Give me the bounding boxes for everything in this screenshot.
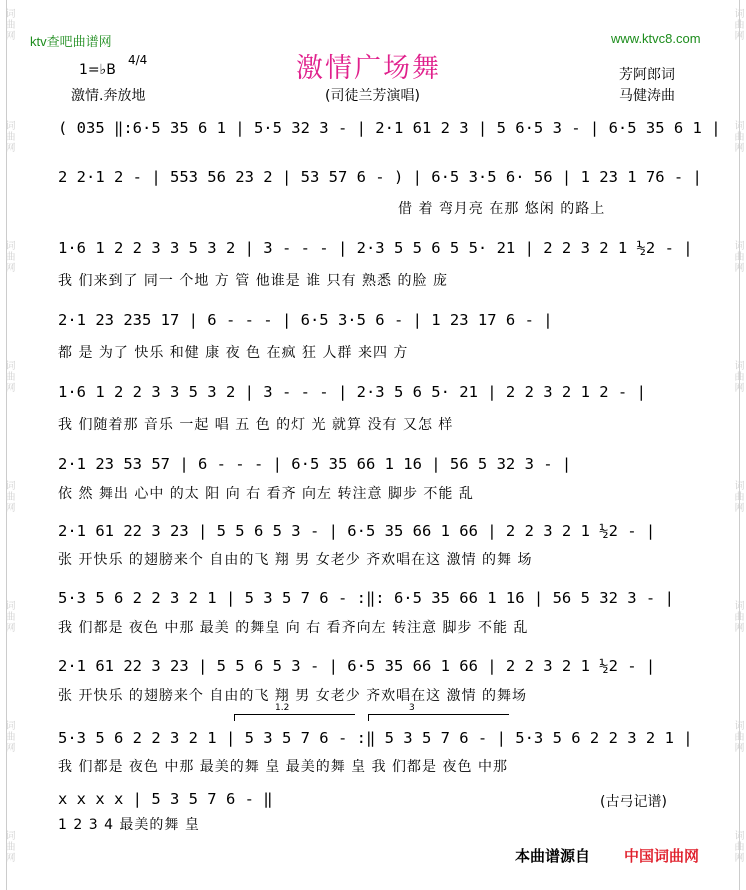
song-title: 激情广场舞 <box>296 53 441 84</box>
score-row-2-notes: 2 2·1 2 - | 553 56 23 2 | 53 57 6 - ) | 6·5 3·5 6· 56 | 1 23 1 76 - | <box>58 168 702 186</box>
composer: 马健涛曲 <box>619 88 675 104</box>
notation-credit: (古弓记谱) <box>600 794 667 810</box>
score-row-3-notes: 1·6 1 2 2 3 3 5 3 2 | 3 - - - | 2·3 5 5 6 5 5· 21 | 2 2 3 2 1 ½2 - | <box>58 239 693 257</box>
watermark-left-2: 词曲网 <box>3 120 14 153</box>
watermark-right-8: 词曲网 <box>732 830 743 863</box>
time-signature-value: 4/4 <box>128 53 148 67</box>
lyricist: 芳阿郎词 <box>619 67 675 83</box>
watermark-left-5: 词曲网 <box>3 480 14 513</box>
score-row-8-notes: 5·3 5 6 2 2 3 2 1 | 5 3 5 7 6 - :‖: 6·5 35 66 1 16 | 56 5 32 3 - | <box>58 589 674 607</box>
watermark-right-2: 词曲网 <box>732 120 743 153</box>
watermark-left-4: 词曲网 <box>3 360 14 393</box>
time-signature <box>128 55 147 66</box>
watermark-right-7: 词曲网 <box>732 720 743 753</box>
footer-source-link[interactable]: 中国词曲网 <box>624 847 700 865</box>
score-row-3-lyrics: 我 们来到了 同一 个地 方 管 他谁是 谁 只有 熟悉 的脸 庞 <box>58 273 448 289</box>
score-row-5-lyrics: 我 们随着那 音乐 一起 唱 五 色 的灯 光 就算 没有 又怎 样 <box>58 417 454 433</box>
volta-first-ending <box>234 703 355 721</box>
score-row-11-lyrics: 1 2 3 4 最美的舞 皇 <box>58 817 200 833</box>
watermark-left-8: 词曲网 <box>3 830 14 863</box>
watermark-right-4: 词曲网 <box>732 360 743 393</box>
score-row-4-notes: 2·1 23 235 17 | 6 - - - | 6·5 3·5 6 - | 1 23 17 6 - | <box>58 311 553 329</box>
score-row-7-lyrics: 张 开快乐 的翅膀来个 自由的飞 翔 男 女老少 齐欢唱在这 激情 的舞 场 <box>58 552 533 568</box>
watermark-right-5: 词曲网 <box>732 480 743 513</box>
volta-second-ending <box>368 703 509 721</box>
watermark-right-1: 词曲网 <box>732 8 743 41</box>
score-row-4-lyrics: 都 是 为了 快乐 和健 康 夜 色 在疯 狂 人群 来四 方 <box>58 345 409 361</box>
score-row-5-notes: 1·6 1 2 2 3 3 5 3 2 | 3 - - - | 2·3 5 6 5· 21 | 2 2 3 2 1 2 - | <box>58 383 646 401</box>
score-row-6-lyrics: 依 然 舞出 心中 的太 阳 向 右 看齐 向左 转注意 脚步 不能 乱 <box>58 486 474 502</box>
footer-source-label: 本曲谱源自 <box>515 847 591 865</box>
site-right: www.ktvc8.com <box>611 31 701 46</box>
score-row-2-lyrics: 借 着 弯月亮 在那 悠闲 的路上 <box>398 201 606 217</box>
score-row-10-lyrics: 我 们都是 夜色 中那 最美的舞 皇 最美的舞 皇 我 们都是 夜色 中那 <box>58 759 508 775</box>
key-signature: 1=♭B <box>79 62 116 78</box>
watermark-left-1: 词曲网 <box>3 8 14 41</box>
mood-marking: 激情.奔放地 <box>71 88 146 104</box>
volta-first-label: 1.2 <box>275 703 290 713</box>
score-row-11-notes: x x x x | 5 3 5 7 6 - ‖ <box>58 790 273 808</box>
watermark-left-3: 词曲网 <box>3 240 14 273</box>
score-row-9-lyrics: 张 开快乐 的翅膀来个 自由的飞 翔 男 女老少 齐欢唱在这 激情 的舞场 <box>58 688 528 704</box>
score-row-6-notes: 2·1 23 53 57 | 6 - - - | 6·5 35 66 1 16 | 56 5 32 3 - | <box>58 455 572 473</box>
score-row-1-notes: ( 035 ‖:6·5 35 6 1 | 5·5 32 3 - | 2·1 61 2 3 | 5 6·5 3 - | 6·5 35 6 1 | <box>58 119 721 137</box>
watermark-right-3: 词曲网 <box>732 240 743 273</box>
watermark-left-6: 词曲网 <box>3 600 14 633</box>
volta-second-label: 3 <box>409 703 415 713</box>
score-row-9-notes: 2·1 61 22 3 23 | 5 5 6 5 3 - | 6·5 35 66 1 66 | 2 2 3 2 1 ½2 - | <box>58 657 656 675</box>
watermark-right-6: 词曲网 <box>732 600 743 633</box>
watermark-left-7: 词曲网 <box>3 720 14 753</box>
score-row-10-notes: 5·3 5 6 2 2 3 2 1 | 5 3 5 7 6 - :‖ 5 3 5 7 6 - | 5·3 5 6 2 2 3 2 1 | <box>58 729 693 747</box>
singer: (司徒兰芳演唱) <box>325 88 420 104</box>
score-row-8-lyrics: 我 们都是 夜色 中那 最美 的舞皇 向 右 看齐向左 转注意 脚步 不能 乱 <box>58 620 529 636</box>
score-row-7-notes: 2·1 61 22 3 23 | 5 5 6 5 3 - | 6·5 35 66 1 66 | 2 2 3 2 1 ½2 - | <box>58 522 656 540</box>
site-left: ktv查吧曲谱网 <box>30 34 112 49</box>
